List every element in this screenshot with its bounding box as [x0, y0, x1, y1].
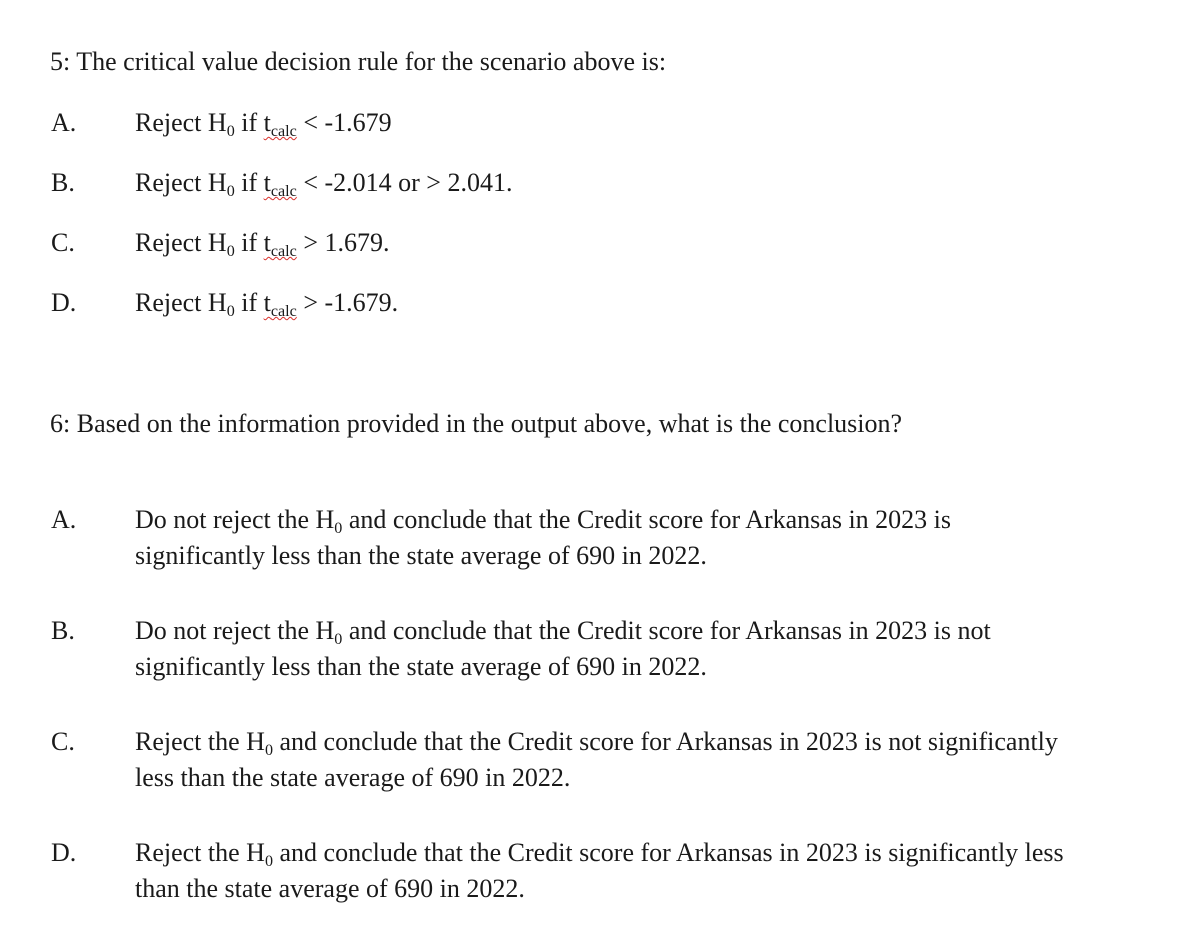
q6-option-b-text: [135, 613, 1180, 685]
option-line-1: Do not reject the H0 and conclude that the Credit score for Arkansas in 2023 is not: [135, 616, 991, 648]
question-5-prompt: 5: The critical value decision rule for the scenario above is:: [50, 47, 667, 76]
q6-option-a-letter: A.: [51, 505, 77, 534]
q5-option-d-letter: D.: [51, 288, 77, 317]
q6-option-d-letter: D.: [51, 838, 77, 867]
q5-option-d-text: [135, 285, 398, 321]
option-line-1: Reject the H0 and conclude that the Credit score for Arkansas in 2023 is not significantly: [135, 727, 1058, 759]
option-line-2: than the state average of 690 in 2022.: [135, 874, 525, 903]
q6-option-c-letter: C.: [51, 727, 75, 756]
option-text: > 1.679.: [296, 228, 390, 257]
option-text: Reject H: [135, 108, 227, 137]
option-text: > -1.679.: [296, 288, 399, 317]
q5-option-b-letter: B.: [51, 168, 75, 197]
q5-option-b-text: [135, 165, 512, 201]
option-text: < -2.014 or > 2.041.: [296, 168, 513, 197]
subscript: 0: [226, 122, 235, 140]
q5-option-c-text: [135, 225, 389, 261]
option-line-2: less than the state average of 690 in 2022.: [135, 763, 571, 792]
t-calc-symbol: tcalc: [263, 228, 297, 260]
option-line-2: significantly less than the state average of 690 in 2022.: [135, 541, 707, 570]
option-line-1: Do not reject the H0 and conclude that the Credit score for Arkansas in 2023 is: [135, 505, 952, 537]
option-text: if: [234, 168, 264, 197]
subscript: 0: [226, 302, 235, 320]
t-calc-symbol: tcalc: [263, 108, 297, 140]
option-text: Reject H: [135, 228, 227, 257]
q6-option-a-text: [135, 502, 1180, 574]
subscript: 0: [226, 242, 235, 260]
q6-option-c-text: [135, 724, 1180, 796]
q6-option-b-letter: B.: [51, 616, 75, 645]
option-text: Reject H: [135, 288, 227, 317]
q5-option-a-letter: A.: [51, 108, 77, 137]
question-6-prompt: 6: Based on the information provided in the output above, what is the conclusion?: [50, 409, 903, 438]
q5-option-a-text: [135, 105, 392, 141]
option-text: Reject H: [135, 168, 227, 197]
q6-option-d-text: [135, 835, 1180, 907]
option-line-2: significantly less than the state average of 690 in 2022.: [135, 652, 707, 681]
subscript: 0: [226, 182, 235, 200]
option-text: if: [234, 288, 264, 317]
option-line-1: Reject the H0 and conclude that the Credit score for Arkansas in 2023 is significantly less: [135, 838, 1064, 870]
q5-option-c-letter: C.: [51, 228, 75, 257]
t-calc-symbol: tcalc: [263, 168, 297, 200]
option-text: if: [234, 108, 264, 137]
option-text: if: [234, 228, 264, 257]
t-calc-symbol: tcalc: [263, 288, 297, 320]
option-text: < -1.679: [296, 108, 392, 137]
